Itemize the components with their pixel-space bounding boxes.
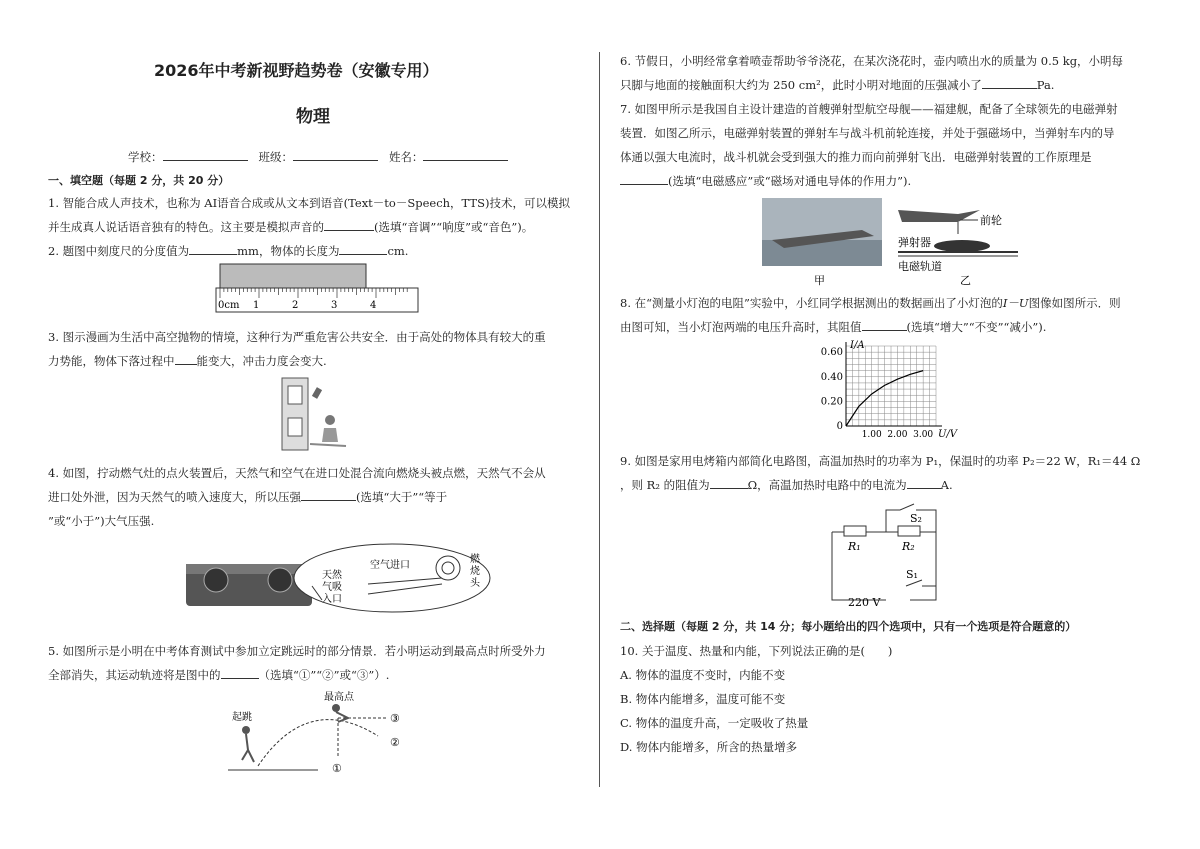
- q4-line3: ”或“小于”)大气压强.: [48, 514, 155, 528]
- x-tick-label: 1.00: [861, 430, 882, 440]
- y-tick-label: 0.40: [820, 371, 843, 383]
- burner-label-3: 头: [470, 578, 480, 589]
- s2-label: S₂: [910, 512, 922, 525]
- figure-jia-label: 甲: [814, 274, 825, 287]
- q8-line2: [620, 318, 1046, 336]
- long-jump-figure: [228, 686, 418, 776]
- r1-resistor: [844, 526, 866, 536]
- class-label: 班级：: [258, 150, 293, 164]
- q8-iu-symbol: I－U: [1002, 296, 1029, 310]
- front-wheel-label: 前轮: [980, 214, 1002, 227]
- gas-label-2: 气吸: [322, 582, 342, 593]
- q8-text-3: 由图可知，当小灯泡两端的电压升高时，其阻值: [620, 320, 862, 334]
- x-tick-label: 2.00: [887, 430, 908, 440]
- q3-answer-blank[interactable]: [175, 352, 197, 365]
- r2-resistor: [898, 526, 920, 536]
- section-1-heading: 一、填空题（每题 2 分，共 20 分）: [48, 174, 230, 187]
- q3-line1: 3. 图示漫画为生活中高空抛物的情境，这种行为严重危害公共安全．由于高处的物体具有较大的重: [48, 330, 546, 344]
- section-2-heading: 二、选择题（每题 2 分，共 14 分；每小题给出的四个选项中，只有一个选项是符合题意的）: [620, 620, 1077, 633]
- q5-answer-blank[interactable]: [221, 666, 259, 679]
- q2-line: [48, 242, 408, 260]
- q6-line2: [620, 76, 1054, 94]
- q7-options: (选填“电磁感应”或“磁场对通电导体的作用力”).: [668, 174, 912, 188]
- q7-line2: 装置．如图乙所示，电磁弹射装置的弹射车与战斗机前轮连接，并处于强磁场中，当弹射车内的导: [620, 126, 1115, 140]
- q1-answer-blank[interactable]: [324, 218, 374, 231]
- q6-line1: 6. 节假日，小明经常拿着喷壶帮助爷爷浇花，在某次浇花时，壶内喷出水的质量为 0.5 kg，小明每: [620, 54, 1124, 68]
- column-divider: [599, 52, 600, 787]
- falling-object-cartoon: [280, 376, 348, 452]
- q5-line2: [48, 666, 389, 684]
- carrier-figure: [762, 196, 1032, 288]
- r1-label: R₁: [848, 540, 861, 553]
- q3-text-2: 能变大，冲击力度会变大.: [196, 354, 327, 368]
- q9-line2: [620, 476, 953, 494]
- r2-label: R₂: [902, 540, 915, 553]
- q5-options: （选填“①”“②”或“③”）.: [258, 668, 390, 682]
- q8-text-2: 图像如图所示．则: [1028, 296, 1121, 310]
- ruler-label-3: 3: [331, 300, 338, 311]
- ruler-label-2: 2: [292, 300, 299, 311]
- q9-text-2: Ω，高温加热时电路中的电流为: [747, 478, 907, 492]
- path-3-label: ③: [390, 712, 400, 725]
- q4-line2: [48, 488, 447, 506]
- voltage-label: 220 V: [848, 596, 881, 609]
- school-field[interactable]: [163, 148, 248, 161]
- q9-unit: A.: [940, 478, 953, 492]
- q8-line1: [620, 294, 1121, 312]
- gas-label-3: 入口: [322, 594, 342, 605]
- q4-text: 进口处外泄，因为天然气的喷入速度大，所以压强: [48, 490, 301, 504]
- path-1-label: ①: [332, 762, 342, 775]
- q3-text: 力势能，物体下落过程中: [48, 354, 175, 368]
- gas-stove-figure: [182, 540, 494, 620]
- q9-text: ，则 R₂ 的阻值为: [620, 478, 710, 492]
- name-label: 姓名：: [388, 150, 424, 164]
- figure-yi-label: 乙: [960, 274, 971, 287]
- q2-blank-2[interactable]: [339, 242, 387, 255]
- name-field[interactable]: [423, 148, 508, 161]
- q9-line1: 9. 如图是家用电烤箱内部简化电路图，高温加热时的功率为 P₁，保温时的功率 P₂＝22 W，R₁＝44 Ω: [620, 454, 1141, 468]
- q6-answer-blank[interactable]: [982, 76, 1037, 89]
- y-tick-label: 0.20: [820, 396, 843, 408]
- q10-option-d[interactable]: D. 物体内能增多，所含的热量增多: [620, 740, 798, 754]
- q10-option-a[interactable]: A. 物体的温度不变时，内能不变: [620, 668, 786, 682]
- gas-label-1: 天然: [322, 570, 342, 581]
- q1-line2: [48, 218, 533, 236]
- q7-line4: [620, 172, 911, 190]
- ruler-label-4: 4: [370, 300, 377, 311]
- q10-option-c[interactable]: C. 物体的温度升高，一定吸收了热量: [620, 716, 809, 730]
- q1-options: (选填“音调”“响度”或“音色”)。: [374, 220, 534, 234]
- q4-line1: 4. 如图，拧动燃气灶的点火装置后，天然气和空气在进口处混合流向燃烧头被点燃，天然气不会从: [48, 466, 546, 480]
- school-label: 学校：: [128, 150, 163, 164]
- x-axis-label: U/V: [938, 429, 958, 440]
- q7-line1: 7. 如图甲所示是我国自主设计建造的首艘弹射型航空母舰——福建舰，配备了全球领先的电磁弹射: [620, 102, 1118, 116]
- x-tick-label: 3.00: [913, 430, 934, 440]
- q8-options: (选填“增大”“不变”“减小”).: [906, 320, 1047, 334]
- q1-line1: 1. 智能合成人声技术，也称为 AI语音合成或从文本到语音(Text－to－Speech，TTS)技术，可以模拟: [48, 196, 570, 210]
- right-column: [620, 0, 1150, 849]
- q2-blank-1[interactable]: [189, 242, 237, 255]
- q5-line1: 5. 如图所示是小明在中考体育测试中参加立定跳远时的部分情景．若小明运动到最高点时所受外力: [48, 644, 546, 658]
- launcher-label: 弹射器: [898, 236, 931, 249]
- q7-line3: 体通以强大电流时，战斗机就会受到强大的推力而向前弹射飞出．电磁弹射装置的工作原理是: [620, 150, 1092, 164]
- rail-label: 电磁轨道: [898, 260, 942, 273]
- burner-label-1: 燃: [470, 554, 480, 565]
- q2-unit: cm.: [387, 244, 409, 258]
- air-inlet-label: 空气进口: [370, 560, 410, 571]
- q9-blank-1[interactable]: [710, 476, 748, 489]
- q10-stem: 10. 关于温度、热量和内能，下列说法正确的是( ): [620, 644, 893, 658]
- iu-chart: [810, 338, 958, 442]
- q3-line2: [48, 352, 327, 370]
- top-point-label: 最高点: [324, 692, 354, 703]
- ruler-label-1: 1: [253, 300, 260, 311]
- q5-text: 全部消失，其运动轨迹将是图中的: [48, 668, 221, 682]
- y-axis-label: I/A: [850, 340, 865, 351]
- subject-title: 物理: [296, 107, 330, 127]
- path-2-label: ②: [390, 736, 400, 749]
- q8-answer-blank[interactable]: [862, 318, 907, 331]
- q4-answer-blank[interactable]: [301, 488, 356, 501]
- student-info: [128, 148, 508, 166]
- q1-text: 并生成真人说话语音独有的特色。这主要是模拟声音的: [48, 220, 324, 234]
- s1-label: S₁: [906, 568, 918, 581]
- q7-answer-blank[interactable]: [620, 172, 668, 185]
- q6-text: 只脚与地面的接触面积大约为 250 cm²，此时小明对地面的压强减小了: [620, 78, 982, 92]
- class-field[interactable]: [293, 148, 378, 161]
- circuit-diagram: [826, 500, 946, 612]
- q2-text: 2. 题图中刻度尺的分度值为: [48, 244, 190, 258]
- q9-blank-2[interactable]: [907, 476, 941, 489]
- jump-label: 起跳: [232, 712, 252, 723]
- q4-options: (选填“大于”“等于: [356, 490, 448, 504]
- left-column: [48, 0, 580, 849]
- q8-text: 8. 在“测量小灯泡的电阻”实验中，小红同学根据测出的数据画出了小灯泡的: [620, 296, 1003, 310]
- ruler-unit: 0cm: [218, 300, 240, 311]
- ruler-figure: [214, 262, 422, 314]
- q2-text-2: mm，物体的长度为: [237, 244, 340, 258]
- measured-block: [220, 264, 366, 288]
- q10-option-b[interactable]: B. 物体内能增多，温度可能不变: [620, 692, 786, 706]
- burner-label-2: 烧: [470, 566, 480, 577]
- y-tick-label: 0: [836, 421, 843, 432]
- y-tick-label: 0.60: [820, 347, 843, 359]
- q6-unit: Pa.: [1036, 78, 1055, 92]
- exam-title: 2026年中考新视野趋势卷（安徽专用）: [154, 61, 439, 80]
